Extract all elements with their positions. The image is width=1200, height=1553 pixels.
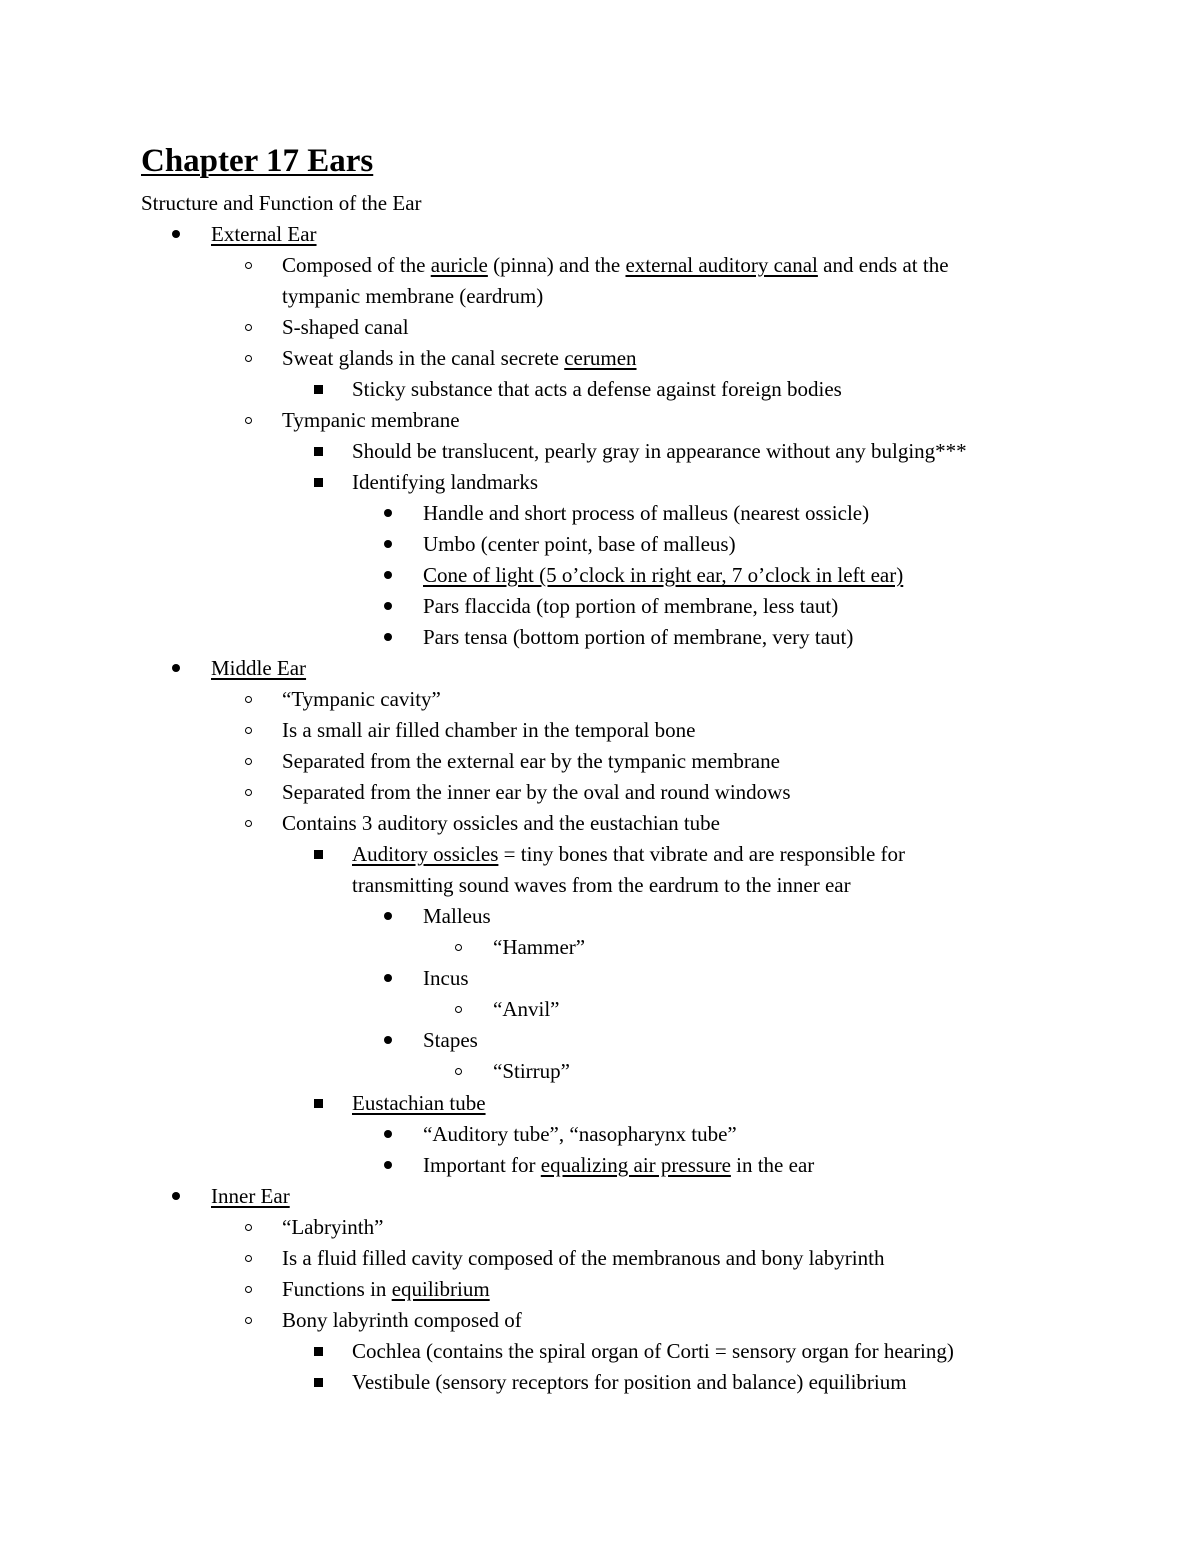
list-item-text bbox=[282, 716, 695, 744]
list-item-text bbox=[423, 902, 491, 930]
list-item-text bbox=[282, 406, 460, 434]
text-run: “Labryinth” bbox=[282, 1215, 384, 1239]
bullet-disc-icon bbox=[380, 561, 396, 589]
underlined-term: equilibrium bbox=[391, 1277, 490, 1301]
list-item-text bbox=[493, 1057, 570, 1085]
bullet-disc-icon bbox=[380, 530, 396, 558]
bullet-circle-icon bbox=[240, 778, 256, 806]
list-item bbox=[0, 375, 1200, 403]
list-item-text bbox=[423, 499, 869, 527]
text-run: Should be translucent, pearly gray in appearance without any bulging*** bbox=[352, 439, 967, 463]
list-item-text bbox=[282, 1244, 884, 1272]
list-item bbox=[0, 716, 1200, 744]
text-run: transmitting sound waves from the eardrum to the inner ear bbox=[352, 873, 851, 897]
text-run: S-shaped canal bbox=[282, 315, 409, 339]
list-item bbox=[0, 1089, 1200, 1117]
bullet-square-icon bbox=[310, 437, 326, 465]
list-item bbox=[0, 1213, 1200, 1241]
list-item-text bbox=[211, 654, 306, 682]
text-run: “Hammer” bbox=[493, 935, 586, 959]
list-item bbox=[0, 282, 1200, 310]
bullet-circle-icon bbox=[450, 1057, 466, 1085]
list-item bbox=[0, 809, 1200, 837]
list-item-text bbox=[423, 561, 903, 589]
list-item bbox=[0, 654, 1200, 682]
text-run: Pars tensa (bottom portion of membrane, very taut) bbox=[423, 625, 854, 649]
list-item bbox=[0, 251, 1200, 279]
list-item bbox=[0, 1275, 1200, 1303]
list-item-text bbox=[423, 1120, 737, 1148]
text-run: and ends at the bbox=[817, 253, 949, 277]
list-item-text bbox=[423, 623, 853, 651]
text-run: Cochlea (contains the spiral organ of Corti = sensory organ for hearing) bbox=[352, 1339, 954, 1363]
text-run: Tympanic membrane bbox=[282, 408, 460, 432]
text-run: in the ear bbox=[730, 1153, 815, 1177]
text-run: Vestibule (sensory receptors for position and balance) equilibrium bbox=[352, 1370, 907, 1394]
list-item bbox=[0, 1368, 1200, 1396]
list-item-text bbox=[352, 1368, 907, 1396]
text-run: Pars flaccida (top portion of membrane, less taut) bbox=[423, 594, 839, 618]
bullet-disc-icon bbox=[168, 1182, 184, 1210]
list-item-text bbox=[352, 437, 967, 465]
text-run: (pinna) and the bbox=[487, 253, 626, 277]
text-run: Separated from the inner ear by the oval and round windows bbox=[282, 780, 791, 804]
list-item bbox=[0, 592, 1200, 620]
bullet-circle-icon bbox=[240, 251, 256, 279]
list-item-text bbox=[352, 468, 538, 496]
list-item bbox=[0, 933, 1200, 961]
list-item bbox=[0, 468, 1200, 496]
bullet-square-icon bbox=[310, 468, 326, 496]
bullet-circle-icon bbox=[240, 1244, 256, 1272]
list-item bbox=[0, 623, 1200, 651]
list-item bbox=[0, 313, 1200, 341]
list-item bbox=[0, 561, 1200, 589]
text-run: “Anvil” bbox=[493, 997, 560, 1021]
bullet-disc-icon bbox=[380, 902, 396, 930]
list-item-text bbox=[352, 375, 842, 403]
list-item-text bbox=[282, 747, 780, 775]
list-item-text bbox=[282, 809, 720, 837]
list-item-text bbox=[493, 933, 585, 961]
list-item bbox=[0, 220, 1200, 248]
section-heading: Structure and Function of the Ear bbox=[141, 191, 422, 215]
list-item-text bbox=[423, 530, 736, 558]
bullet-circle-icon bbox=[240, 685, 256, 713]
text-run: Composed of the bbox=[282, 253, 431, 277]
text-run: Contains 3 auditory ossicles and the eustachian tube bbox=[282, 811, 720, 835]
list-item-text bbox=[352, 871, 851, 899]
text-run: Incus bbox=[423, 966, 469, 990]
list-item bbox=[0, 499, 1200, 527]
bullet-circle-icon bbox=[240, 1306, 256, 1334]
list-item bbox=[0, 1026, 1200, 1054]
list-item bbox=[0, 437, 1200, 465]
bullet-circle-icon bbox=[240, 716, 256, 744]
list-item-text bbox=[282, 778, 791, 806]
text-run: “Stirrup” bbox=[493, 1059, 570, 1083]
text-run: “Tympanic cavity” bbox=[282, 687, 441, 711]
list-item-text bbox=[423, 1151, 814, 1179]
list-item-text bbox=[282, 1213, 383, 1241]
bullet-disc-icon bbox=[380, 1120, 396, 1148]
text-run: Umbo (center point, base of malleus) bbox=[423, 532, 736, 556]
list-item-text bbox=[211, 1182, 290, 1210]
underlined-term: Inner Ear bbox=[211, 1184, 290, 1208]
list-item-text bbox=[423, 964, 469, 992]
text-run: Malleus bbox=[423, 904, 491, 928]
list-item-text bbox=[282, 685, 441, 713]
list-item-text bbox=[352, 1089, 486, 1117]
list-item-text bbox=[282, 313, 409, 341]
list-item bbox=[0, 1337, 1200, 1365]
bullet-circle-icon bbox=[240, 747, 256, 775]
bullet-circle-icon bbox=[240, 809, 256, 837]
list-item-text bbox=[282, 251, 949, 279]
list-item-text bbox=[211, 220, 317, 248]
bullet-disc-icon bbox=[380, 499, 396, 527]
list-item-text bbox=[282, 1275, 490, 1303]
underlined-term: Cone of light (5 o’clock in right ear, 7 o’clock in left ear) bbox=[423, 563, 904, 587]
list-item bbox=[0, 530, 1200, 558]
list-item-text bbox=[282, 1306, 522, 1334]
text-run: Sticky substance that acts a defense against foreign bodies bbox=[352, 377, 842, 401]
list-item bbox=[0, 1057, 1200, 1085]
list-item bbox=[0, 685, 1200, 713]
text-run: = tiny bones that vibrate and are responsible for bbox=[498, 842, 906, 866]
text-run: Sweat glands in the canal secrete bbox=[282, 346, 565, 370]
bullet-disc-icon bbox=[380, 1151, 396, 1179]
bullet-circle-icon bbox=[450, 995, 466, 1023]
list-item bbox=[0, 344, 1200, 372]
underlined-term: cerumen bbox=[564, 346, 637, 370]
list-item-text bbox=[493, 995, 559, 1023]
underlined-term: external auditory canal bbox=[625, 253, 818, 277]
bullet-square-icon bbox=[310, 840, 326, 868]
list-item bbox=[0, 964, 1200, 992]
text-run: Is a small air filled chamber in the temporal bone bbox=[282, 718, 696, 742]
text-run: Separated from the external ear by the tympanic membrane bbox=[282, 749, 780, 773]
text-run: Important for bbox=[423, 1153, 541, 1177]
list-item-text bbox=[282, 344, 637, 372]
underlined-term: External Ear bbox=[211, 222, 317, 246]
text-run: Functions in bbox=[282, 1277, 392, 1301]
list-item bbox=[0, 1244, 1200, 1272]
bullet-square-icon bbox=[310, 1089, 326, 1117]
list-item bbox=[0, 871, 1200, 899]
bullet-circle-icon bbox=[240, 406, 256, 434]
bullet-disc-icon bbox=[168, 220, 184, 248]
bullet-circle-icon bbox=[240, 1213, 256, 1241]
list-item bbox=[0, 840, 1200, 868]
list-item-text bbox=[423, 592, 838, 620]
bullet-disc-icon bbox=[380, 623, 396, 651]
text-run: tympanic membrane (eardrum) bbox=[282, 284, 544, 308]
list-item bbox=[0, 1151, 1200, 1179]
text-run: Identifying landmarks bbox=[352, 470, 539, 494]
underlined-term: equalizing air pressure bbox=[540, 1153, 731, 1177]
underlined-term: Eustachian tube bbox=[352, 1091, 486, 1115]
bullet-disc-icon bbox=[380, 592, 396, 620]
bullet-circle-icon bbox=[240, 344, 256, 372]
bullet-square-icon bbox=[310, 1337, 326, 1365]
list-item-text bbox=[282, 282, 543, 310]
list-item bbox=[0, 778, 1200, 806]
underlined-term: Middle Ear bbox=[211, 656, 307, 680]
list-item bbox=[0, 1306, 1200, 1334]
list-item-text bbox=[352, 840, 905, 868]
text-run: Stapes bbox=[423, 1028, 478, 1052]
list-item-text bbox=[423, 1026, 478, 1054]
bullet-disc-icon bbox=[380, 1026, 396, 1054]
bullet-circle-icon bbox=[240, 313, 256, 341]
bullet-circle-icon bbox=[450, 933, 466, 961]
list-item bbox=[0, 995, 1200, 1023]
list-item bbox=[0, 1182, 1200, 1210]
text-run: Is a fluid filled cavity composed of the membranous and bony labyrinth bbox=[282, 1246, 885, 1270]
underlined-term: auricle bbox=[430, 253, 488, 277]
list-item bbox=[0, 747, 1200, 775]
text-run: Bony labyrinth composed of bbox=[282, 1308, 522, 1332]
list-item bbox=[0, 902, 1200, 930]
page-title: Chapter 17 Ears bbox=[141, 143, 374, 179]
underlined-term: Auditory ossicles bbox=[352, 842, 499, 866]
bullet-disc-icon bbox=[168, 654, 184, 682]
text-run: “Auditory tube”, “nasopharynx tube” bbox=[423, 1122, 737, 1146]
bullet-square-icon bbox=[310, 1368, 326, 1396]
bullet-disc-icon bbox=[380, 964, 396, 992]
list-item bbox=[0, 406, 1200, 434]
text-run: Handle and short process of malleus (nearest ossicle) bbox=[423, 501, 870, 525]
bullet-circle-icon bbox=[240, 1275, 256, 1303]
list-item-text bbox=[352, 1337, 954, 1365]
list-item bbox=[0, 1120, 1200, 1148]
bullet-square-icon bbox=[310, 375, 326, 403]
